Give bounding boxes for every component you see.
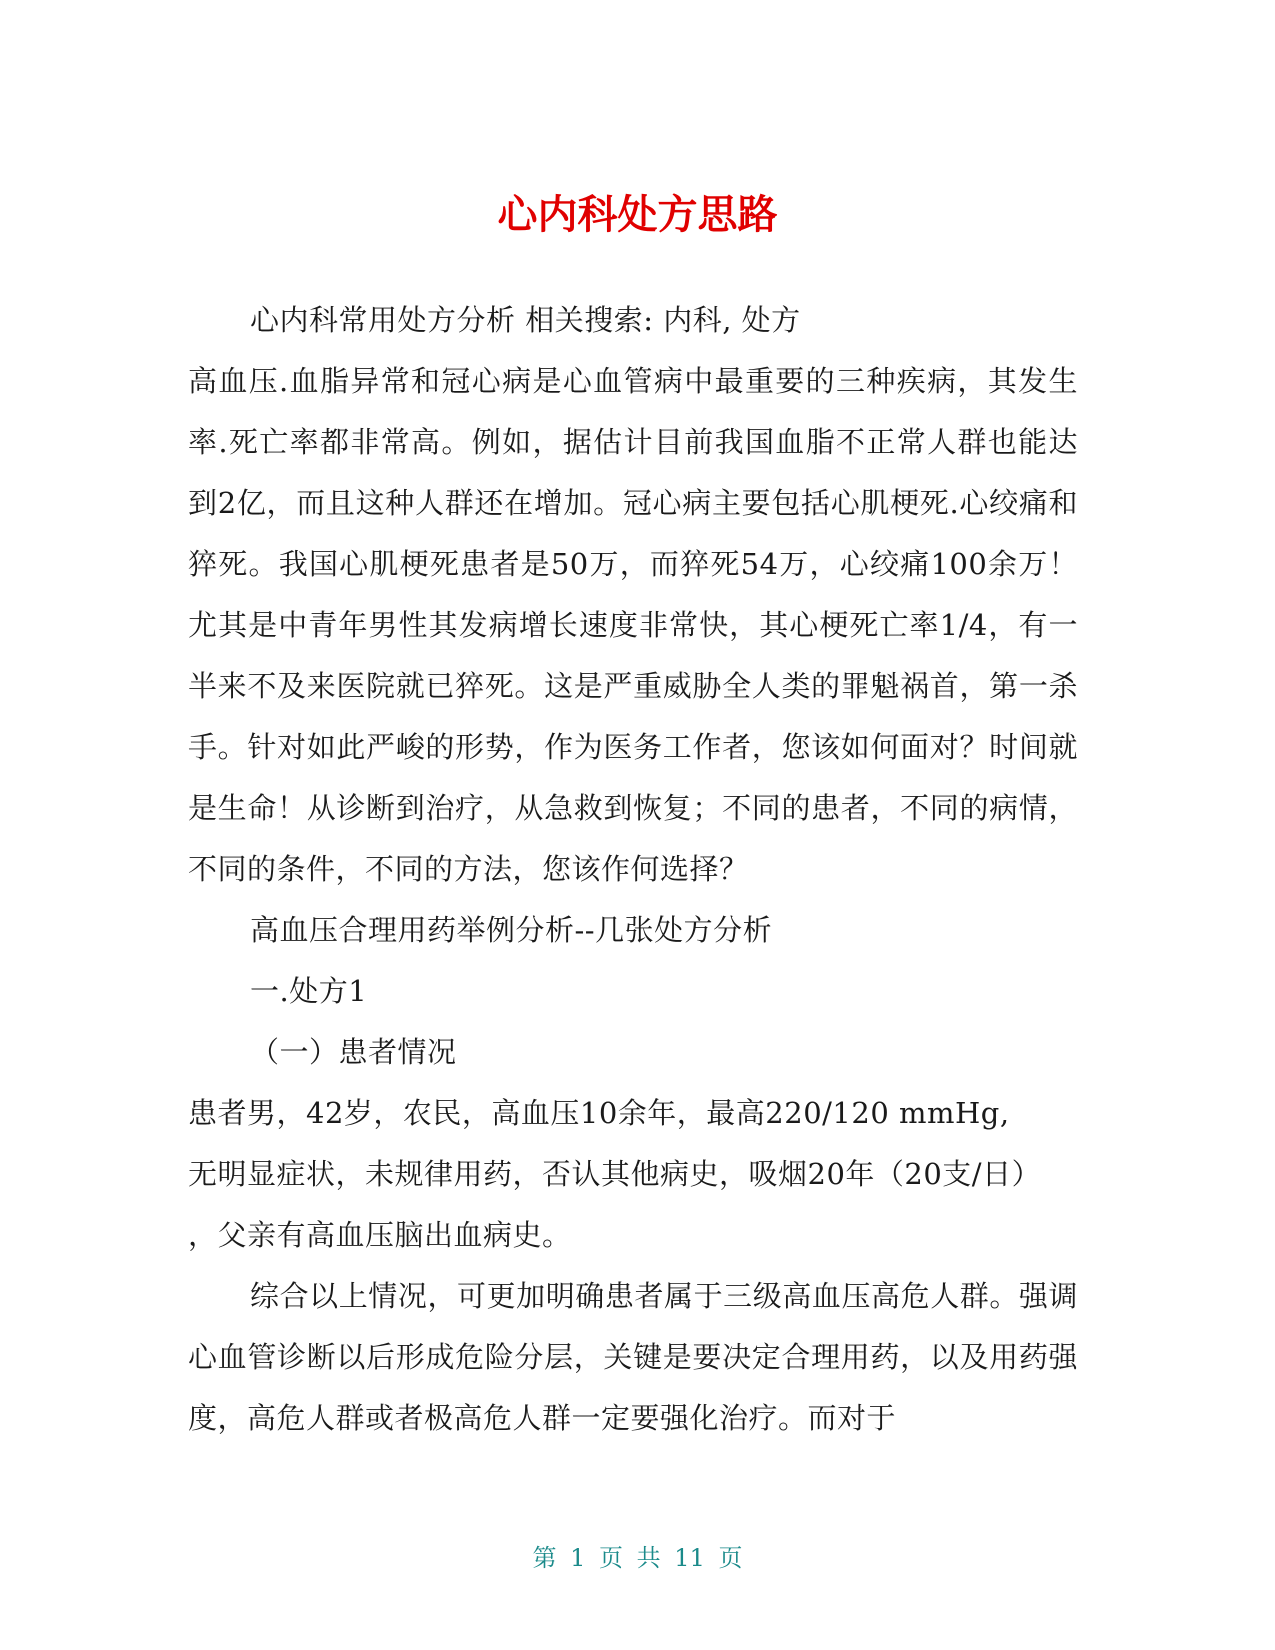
section-heading: 高血压合理用药举例分析--几张处方分析 — [250, 913, 773, 947]
patient-line: 患者男，42岁，农民，高血压10余年，最高220/120 mmHg, — [188, 1096, 1010, 1130]
summary-paragraph: 综合以上情况，可更加明确患者属于三级高血压高危人群。强调心血管诊断以后形成危险分层，关键是要决定合理用药，以及用药强度，高危人群或者极高危人群一定要强化治疗。而对于 — [188, 1279, 1078, 1435]
prescription-heading: 一.处方1 — [250, 974, 368, 1008]
document-body — [188, 290, 1078, 1449]
patient-line: 无明显症状，未规律用药，否认其他病史，吸烟20年（20支/日） — [188, 1157, 1042, 1191]
page-number: 第 1 页 共 11 页 — [532, 1544, 743, 1572]
document-title: 心内科处方思路 — [497, 191, 778, 238]
search-line: 心内科常用处方分析 相关搜索: 内科, 处方 — [250, 303, 801, 337]
patient-line: ，父亲有高血压脑出血病史。 — [188, 1218, 572, 1252]
patient-heading: （一）患者情况 — [250, 1035, 457, 1069]
intro-paragraph: 高血压.血脂异常和冠心病是心血管病中最重要的三种疾病，其发生率.死亡率都非常高。例如，据估计目前我国血脂不正常人群也能达到2亿，而且这种人群还在增加。冠心病主要包括心肌梗死.心绞痛和猝死。我国心肌梗死患者是50万，而猝死54万，心绞痛100余万！尤其是中青年男性其发病增长速度非常快，其心梗死亡率1/4，有一半来不及来医院就已猝死。这是严重威胁全人类的罪魁祸首，第一杀手。针对如此严峻的形势，作为医务工作者，您该如何面对？时间就是生命！从诊断到治疗，从急救到恢复；不同的患者，不同的病情，不同的条件，不同的方法，您该作何选择？ — [188, 364, 1078, 886]
